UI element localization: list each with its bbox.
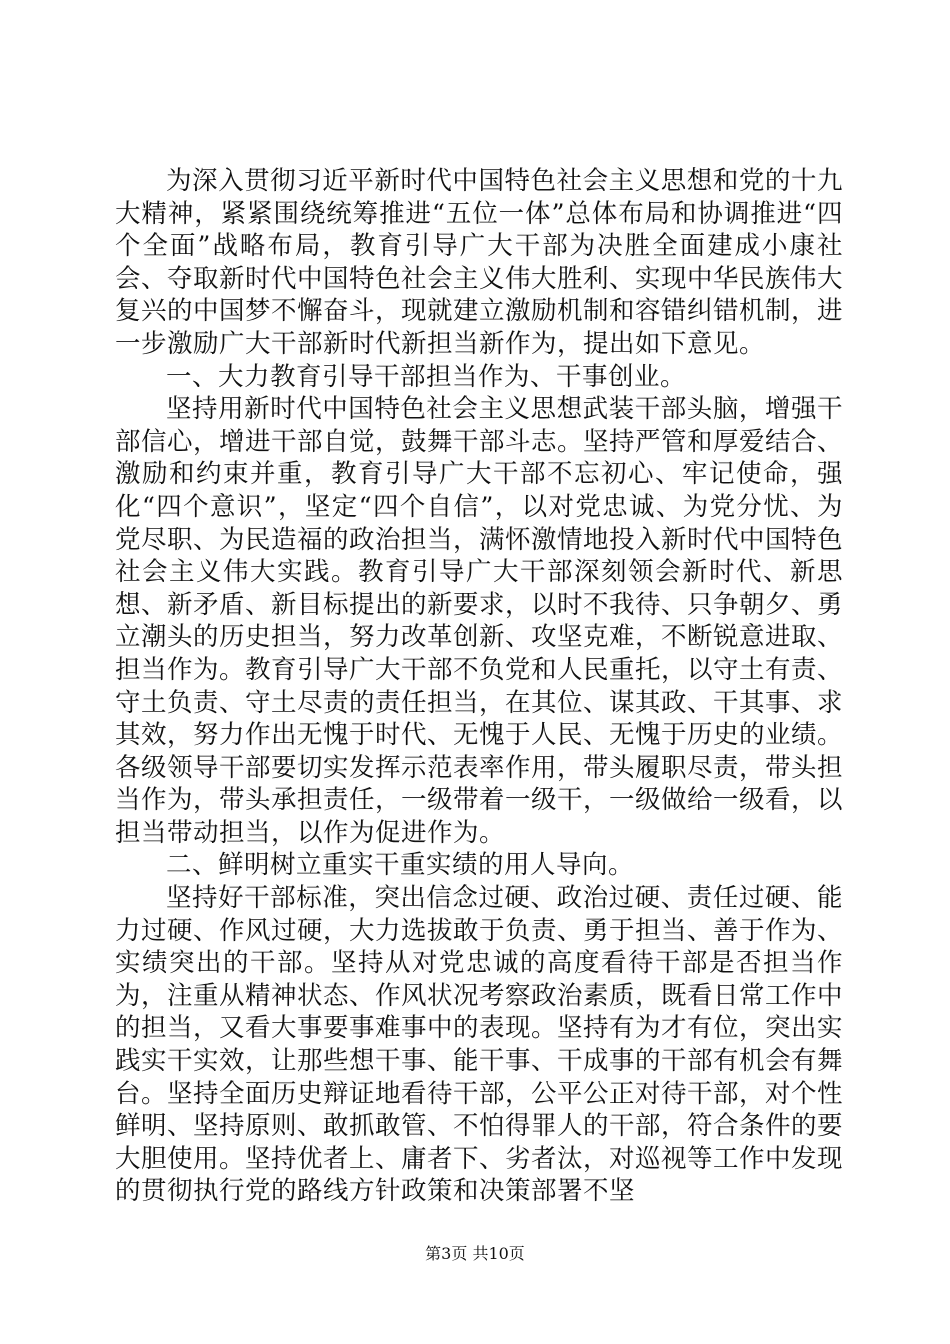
paragraph-section-2: 坚持好干部标准，突出信念过硬、政治过硬、责任过硬、能力过硬、作风过硬，大力选拔敢于负责、勇于担当、善于作为、实绩突出的干部。坚持从对党忠诚的高度看待干部是否担当作为，注重从精神状态、作风状况考察政治素质，既看日常工作中的担当，又看大事要事难事中的表现。坚持有为才有位，突出实践实干实效，让那些想干事、能干事、干成事的干部有机会有舞台。坚持全面历史辩证地看待干部，公平公正对待干部，对个性鲜明、坚持原则、敢抓敢管、不怕得罪人的干部，符合条件的要大胆使用。坚持优者上、庸者下、劣者汰，对巡视等工作中发现的贯彻执行党的路线方针政策和决策部署不坚	[115, 883, 844, 1207]
document-body	[115, 165, 843, 1208]
section-heading-1: 一、大力教育引导干部担当作为、干事创业。	[166, 361, 687, 392]
paragraph-intro: 为深入贯彻习近平新时代中国特色社会主义思想和党的十九大精神，紧紧围绕统筹推进“五位一体”总体布局和协调推进“四个全面”战略布局，教育引导广大干部为决胜全面建成小康社会、夺取新时代中国特色社会主义伟大胜利、实现中华民族伟大复兴的中国梦不懈奋斗，现就建立激励机制和容错纠错机制，进一步激励广大干部新时代新担当新作为，提出如下意见。	[115, 166, 844, 359]
page-number-footer: 第3页 共10页	[425, 1244, 525, 1263]
section-heading-2: 二、鲜明树立重实干重实绩的用人导向。	[166, 850, 635, 881]
paragraph-section-1: 坚持用新时代中国特色社会主义思想武装干部头脑，增强干部信心，增进干部自觉，鼓舞干部斗志。坚持严管和厚爱结合、激励和约束并重，教育引导广大干部不忘初心、牢记使命，强化“四个意识”，坚定“四个自信”，以对党忠诚、为党分忧、为党尽职、为民造福的政治担当，满怀激情地投入新时代中国特色社会主义伟大实践。教育引导广大干部深刻领会新时代、新思想、新矛盾、新目标提出的新要求，以时不我待、只争朝夕、勇立潮头的历史担当，努力改革创新、攻坚克难，不断锐意进取、担当作为。教育引导广大干部不负党和人民重托，以守土有责、守土负责、守土尽责的责任担当，在其位、谋其政、干其事、求其效，努力作出无愧于时代、无愧于人民、无愧于历史的业绩。各级领导干部要切实发挥示范表率作用，带头履职尽责，带头担当作为，带头承担责任，一级带着一级干，一级做给一级看，以担当带动担当，以作为促进作为。	[115, 394, 844, 848]
